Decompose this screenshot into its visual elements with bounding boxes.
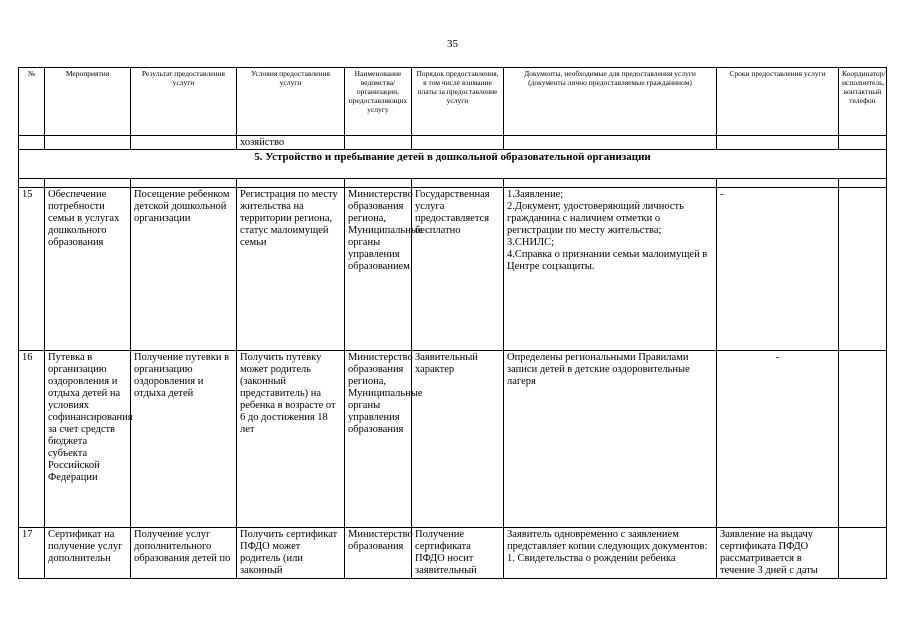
row-procedure: Государственная услуга предоставляется бесплатно bbox=[412, 188, 504, 351]
document-item: 1. Свидетельства о рождении ребенка bbox=[507, 553, 676, 564]
header-event: Мероприятия bbox=[45, 68, 131, 136]
row-agency: Министерство образования bbox=[345, 528, 412, 579]
row-number: 15 bbox=[19, 188, 45, 351]
services-table bbox=[18, 67, 887, 579]
row-result: Получение путевки в организацию оздоровления и отдыха детей bbox=[131, 351, 237, 528]
table-row bbox=[19, 188, 887, 351]
header-terms: Сроки предоставления услуги bbox=[717, 68, 839, 136]
row-coordinator bbox=[839, 188, 887, 351]
header-procedure: Порядок предоставления, в том числе взимание платы за предоставление услуги bbox=[412, 68, 504, 136]
document-item: 2.Документ, удостоверяющий личность гражданина с наличием отметки о регистрации по месту жительства; bbox=[507, 201, 684, 236]
row-conditions: Получить путевку может родитель (законный представитель) на ребенка в возрасте от 6 до достижения 18 лет bbox=[237, 351, 345, 528]
table-header-row bbox=[19, 68, 887, 136]
spacer-row bbox=[19, 179, 887, 188]
row-terms: Заявление на выдачу сертификата ПФДО рассматривается в течение 3 дней с даты bbox=[717, 528, 839, 579]
row-event: Путевка в организацию оздоровления и отдыха детей на условиях софинансирования за счет средств бюджета субъекта Российской Федерации bbox=[45, 351, 131, 528]
row-agency: Министерство образования региона, Муниципальные органы управления образованием bbox=[345, 188, 412, 351]
table-row bbox=[19, 351, 887, 528]
table-row bbox=[19, 528, 887, 579]
row-event: Обеспечение потребности семьи в услугах дошкольного образования bbox=[45, 188, 131, 351]
row-number: 17 bbox=[19, 528, 45, 579]
document-item: Заявитель одновременно с заявлением представляет копии следующих документов: bbox=[507, 529, 708, 552]
row-conditions: Регистрация по месту жительства на территории региона, статус малоимущей семьи bbox=[237, 188, 345, 351]
header-documents: Документы, необходимые для предоставления услуги (документы лично предоставляемые гражданином) bbox=[504, 68, 717, 136]
row-procedure: Заявительный характер bbox=[412, 351, 504, 528]
header-conditions: Условия предоставления услуги bbox=[237, 68, 345, 136]
document-item: Определены региональными Правилами записи детей в детские оздоровительные лагеря bbox=[507, 352, 690, 387]
continuation-row bbox=[19, 136, 887, 150]
header-coordinator: Координатор/ исполнитель, контактный телефон bbox=[839, 68, 887, 136]
row-number: 16 bbox=[19, 351, 45, 528]
row-result: Получение услуг дополнительного образования детей по bbox=[131, 528, 237, 579]
row-result: Посещение ребенком детской дошкольной организации bbox=[131, 188, 237, 351]
row-coordinator bbox=[839, 528, 887, 579]
row-procedure: Получение сертификата ПФДО носит заявительный bbox=[412, 528, 504, 579]
row-documents bbox=[504, 528, 717, 579]
row-terms: - bbox=[717, 351, 839, 528]
page-number: 35 bbox=[447, 38, 458, 50]
row-terms: - bbox=[717, 188, 839, 351]
document-item: 3.СНИЛС; bbox=[507, 237, 555, 248]
document-item: 4.Справка о признании семьи малоимущей в Центре соцзащиты. bbox=[507, 249, 708, 272]
header-result: Результат предоставления услуги bbox=[131, 68, 237, 136]
row-event: Сертификат на получение услуг дополнительн bbox=[45, 528, 131, 579]
document-item: 1.Заявление; bbox=[507, 189, 564, 200]
row-coordinator bbox=[839, 351, 887, 528]
header-agency: Наименование ведомства/ организации, предоставляющих услугу bbox=[345, 68, 412, 136]
row-agency: Министерство образования региона, Муниципальные органы управления образования bbox=[345, 351, 412, 528]
continuation-text: хозяйство bbox=[237, 136, 345, 150]
header-number: № bbox=[19, 68, 45, 136]
section-title: 5. Устройство и пребывание детей в дошкольной образовательной организации bbox=[19, 150, 887, 179]
row-documents bbox=[504, 188, 717, 351]
section-row bbox=[19, 150, 887, 179]
row-documents bbox=[504, 351, 717, 528]
row-conditions: Получить сертификат ПФДО может родитель (или законный bbox=[237, 528, 345, 579]
